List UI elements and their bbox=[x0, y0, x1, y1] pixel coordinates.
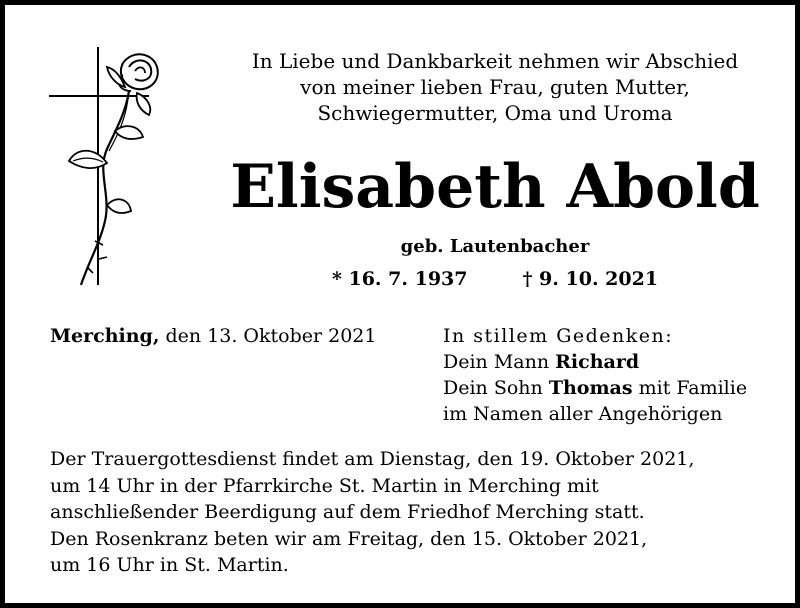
mourners-block bbox=[443, 323, 747, 427]
service-line: um 16 Uhr in St. Martin. bbox=[50, 554, 289, 576]
death-date: † 9. 10. 2021 bbox=[522, 268, 659, 290]
mourner-name: Thomas bbox=[548, 377, 633, 399]
birth-date: * 16. 7. 1937 bbox=[331, 268, 468, 290]
cross-with-rose-icon bbox=[45, 45, 165, 290]
intro-line: von meiner lieben Frau, guten Mutter, bbox=[300, 75, 690, 99]
mourner-relation: Dein Sohn bbox=[443, 377, 549, 399]
mourner-line bbox=[443, 349, 747, 375]
deceased-name: Elisabeth Abold bbox=[230, 152, 760, 222]
service-line: Den Rosenkranz beten wir am Freitag, den 15. Oktober 2021, bbox=[50, 527, 648, 550]
mourner-line: im Namen aller Angehörigen bbox=[443, 403, 723, 425]
maiden-name: geb. Lautenbacher bbox=[400, 236, 590, 257]
intro-line: Schwiegermutter, Oma und Uroma bbox=[317, 101, 673, 125]
notice-date: den 13. Oktober 2021 bbox=[159, 325, 377, 347]
place-and-date bbox=[50, 323, 376, 349]
service-line: Der Trauergottesdienst findet am Dienstag, den 19. Oktober 2021, bbox=[50, 448, 695, 470]
service-line: um 14 Uhr in der Pfarrkirche St. Martin in Merching mit bbox=[50, 474, 599, 497]
service-line: anschließender Beerdigung auf dem Friedhof Merching statt. bbox=[50, 501, 645, 523]
mourners-heading: In stillem Gedenken: bbox=[443, 325, 674, 347]
place-town: Merching, bbox=[50, 325, 160, 347]
mourner-relation: Dein Mann bbox=[443, 351, 556, 373]
intro-text bbox=[220, 48, 770, 126]
life-dates bbox=[220, 265, 770, 293]
intro-line: In Liebe und Dankbarkeit nehmen wir Abschied bbox=[251, 49, 739, 73]
mourner-name: Richard bbox=[555, 351, 640, 373]
mourner-suffix: mit Familie bbox=[632, 377, 748, 399]
service-info bbox=[50, 446, 694, 579]
mourner-line bbox=[443, 375, 747, 401]
